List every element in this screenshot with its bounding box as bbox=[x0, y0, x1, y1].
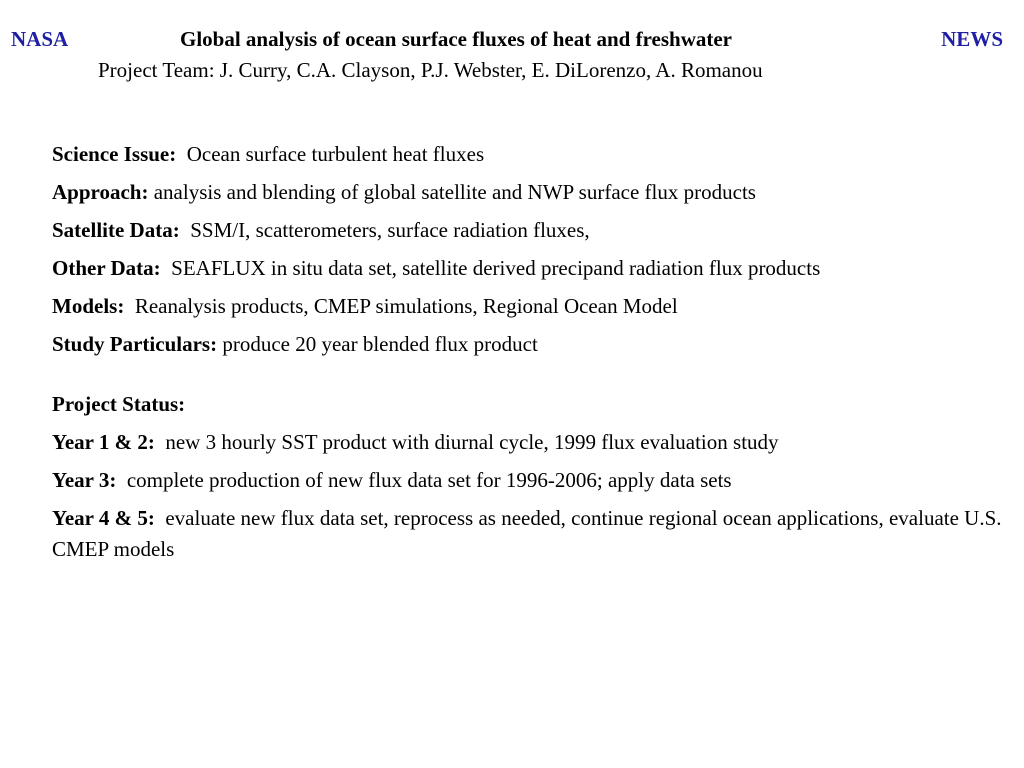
models-row bbox=[52, 294, 1002, 319]
news-label: NEWS bbox=[941, 27, 1003, 51]
year-3-row bbox=[52, 468, 1002, 493]
page-title: Global analysis of ocean surface fluxes of heat and freshwater bbox=[180, 27, 732, 51]
project-status-heading: Project Status: bbox=[52, 392, 186, 416]
study-particulars-row bbox=[52, 332, 1002, 357]
science-issue-text: Ocean surface turbulent heat fluxes bbox=[186, 142, 485, 166]
year-1-2-row bbox=[52, 430, 1002, 455]
other-data-text: SEAFLUX in situ data set, satellite derived precipand radiation flux products bbox=[171, 256, 821, 280]
science-issue-label: Science Issue: bbox=[52, 142, 177, 166]
other-data-label: Other Data: bbox=[52, 256, 161, 280]
year-1-2-label: Year 1 & 2: bbox=[52, 430, 155, 454]
approach-label: Approach: bbox=[52, 180, 149, 204]
other-data-row bbox=[52, 256, 1002, 281]
nasa-label: NASA bbox=[11, 27, 69, 51]
year-3-text: complete production of new flux data set for 1996-2006; apply data sets bbox=[126, 468, 732, 492]
year-4-5-text: evaluate new flux data set, reprocess as needed, continue regional ocean applications, evaluate U.S. CMEP models bbox=[52, 506, 1002, 561]
study-particulars-label: Study Particulars: bbox=[52, 332, 218, 356]
satellite-data-label: Satellite Data: bbox=[52, 218, 180, 242]
year-1-2-text: new 3 hourly SST product with diurnal cycle, 1999 flux evaluation study bbox=[165, 430, 779, 454]
year-4-5-label: Year 4 & 5: bbox=[52, 506, 155, 530]
content-body bbox=[52, 142, 1002, 578]
satellite-data-text: SSM/I, scatterometers, surface radiation fluxes, bbox=[190, 218, 590, 242]
year-4-5-row bbox=[52, 503, 1002, 565]
models-text: Reanalysis products, CMEP simulations, Regional Ocean Model bbox=[134, 294, 678, 318]
year-3-label: Year 3: bbox=[52, 468, 117, 492]
approach-row bbox=[52, 180, 1002, 205]
satellite-data-row bbox=[52, 218, 1002, 243]
study-particulars-text: produce 20 year blended flux product bbox=[222, 332, 538, 356]
models-label: Models: bbox=[52, 294, 125, 318]
project-team: Project Team: J. Curry, C.A. Clayson, P.J. Webster, E. DiLorenzo, A. Romanou bbox=[98, 58, 763, 82]
science-issue-row bbox=[52, 142, 1002, 167]
approach-text: analysis and blending of global satellite and NWP surface flux products bbox=[153, 180, 756, 204]
